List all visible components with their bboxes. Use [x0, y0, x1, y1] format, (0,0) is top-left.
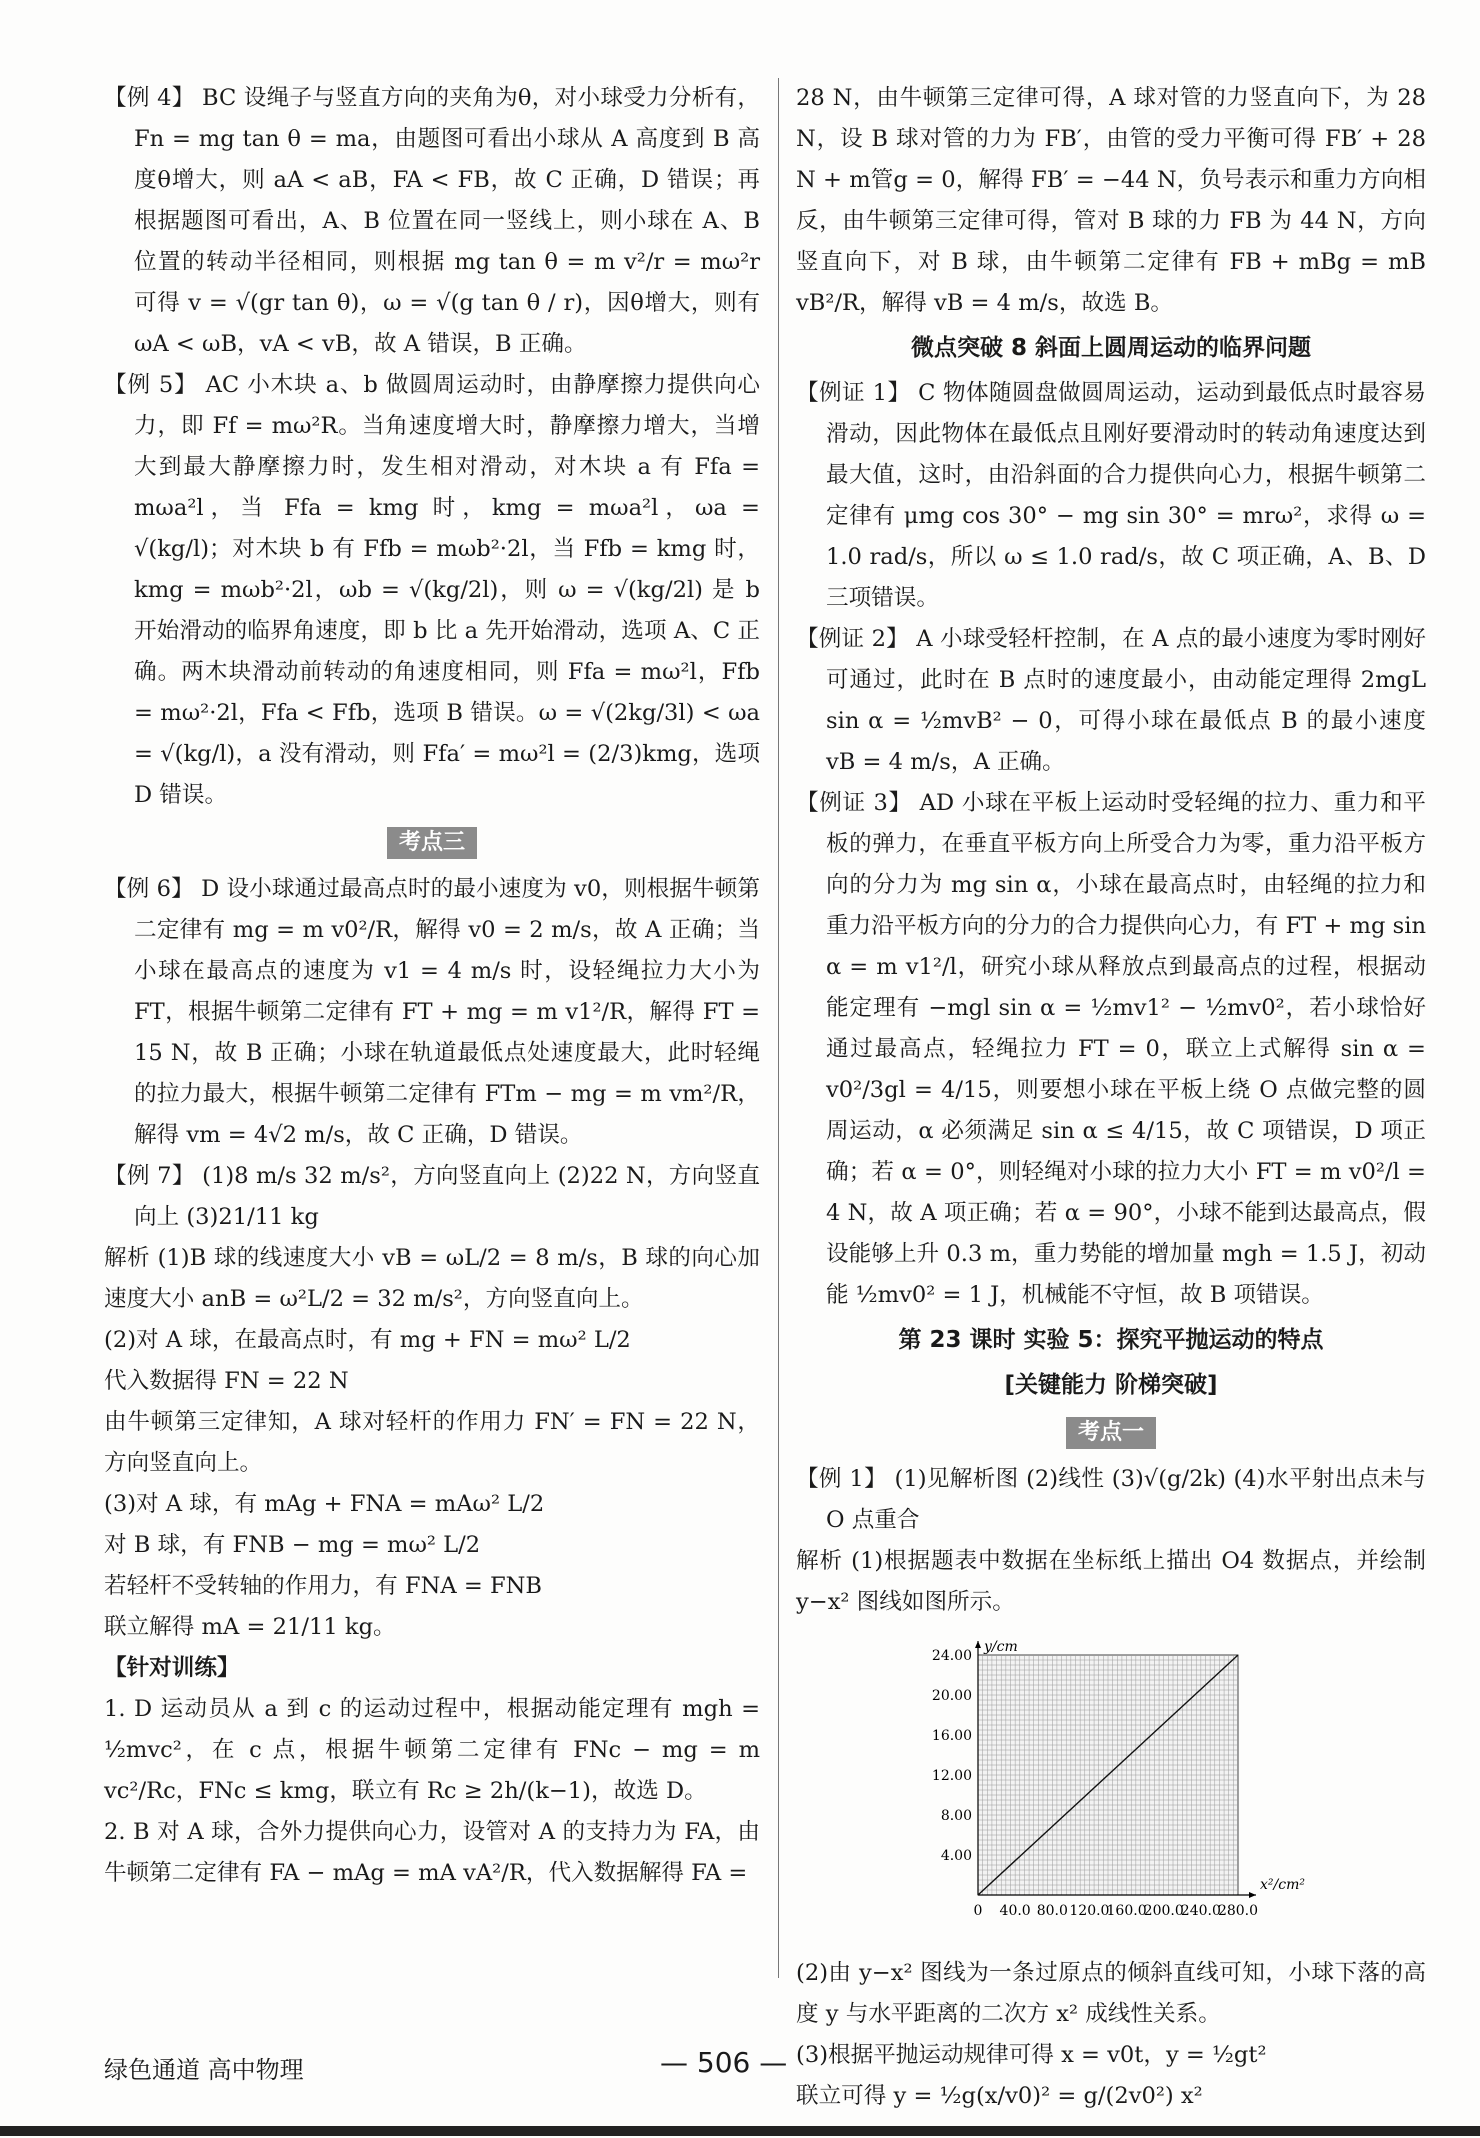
- example-6: 【例 6】 D 设小球通过最高点时的最小速度为 v0，则根据牛顿第二定律有 mg = m v0²/R，解得 v0 = 2 m/s，故 A 正确；当小球在最高点的速度为 v1 = 4 m/s 时，设轻绳拉力大小为 FT，根据牛顿第二定律有 FT + mg = m v1²/R，解得 FT = 15 N，故 B 正确；小球在轨道最低点处速度最大，此时轻绳的拉力最大，根据牛顿第二定律有 FTm − mg = m vm²/R，解得 vm = 4√2 m/s，故 C 正确，D 错误。: [104, 876, 760, 1148]
- chart-y-tick-label: 12.00: [931, 1768, 972, 1784]
- section-1-label: 考点一: [1066, 1417, 1156, 1449]
- chart-x-arrow: [1249, 1892, 1256, 1898]
- chart-y-tick-label: 8.00: [940, 1808, 972, 1824]
- example-7-step-3b: 对 B 球，有 FNB − mg = mω² L/2: [104, 1532, 481, 1558]
- example-7-step-2c: 由牛顿第三定律知，A 球对轻杆的作用力 FN′ = FN = 22 N，方向竖直向上。: [104, 1409, 760, 1476]
- chart-x-tick-label: 240.0: [1180, 1903, 1221, 1919]
- chart-x-tick-label: 120.0: [1069, 1903, 1110, 1919]
- example-7-answer: 【例 7】 (1)8 m/s 32 m/s²，方向竖直向上 (2)22 N，方向竖直向上 (3)21/11 kg: [104, 1163, 760, 1230]
- footer-page-number: — 506 —: [660, 2046, 788, 2079]
- example-1-step-3: (3)根据平抛运动规律可得 x = v0t，y = ½gt²: [796, 2042, 1267, 2068]
- example-7-step-2a: (2)对 A 球，在最高点时，有 mg + FN = mω² L/2: [104, 1327, 631, 1353]
- section-3-box-wrap: [104, 822, 760, 863]
- chart-y-tick-label: 16.00: [931, 1728, 972, 1744]
- example-4: 【例 4】 BC 设绳子与竖直方向的夹角为θ，对小球受力分析有，Fn = mg tan θ = ma，由题图可看出小球从 A 高度到 B 高度θ增大，则 aA < aB，FA < FB，故 C 正确，D 错误；再根据题图可看出，A、B 位置在同一竖线上，则小球在 A、B 位置的转动半径相同，则根据 mg tan θ = m v²/r = mω²r 可得 v = √(gr tan θ)，ω = √(g tan θ / r)，因θ增大，则有 ωA < ωB，vA < vB，故 A 错误，B 正确。: [104, 85, 760, 357]
- lesson-23-title: 第 23 课时 实验 5：探究平抛运动的特点: [898, 1327, 1324, 1353]
- chart-y-arrow: [975, 1641, 981, 1648]
- chart-y-axis-label: y/cm: [984, 1639, 1018, 1655]
- bottom-rule: [0, 2126, 1480, 2136]
- chart-x-tick-label: 280.0: [1217, 1903, 1259, 1919]
- drill-title: 【针对训练】: [104, 1655, 240, 1681]
- drill-2: 2. B 对 A 球，合外力提供向心力，设管对 A 的支持力为 FA，由牛顿第二定律有 FA − mAg = mA vA²/R，代入数据解得 FA =: [104, 1819, 760, 1886]
- footer-book-title: 绿色通道 高中物理: [104, 2056, 304, 2084]
- section-3-label: 考点三: [387, 827, 477, 859]
- proof-1: 【例证 1】 C 物体随圆盘做圆周运动，运动到最低点时最容易滑动，因此物体在最低点且刚好要滑动时的转动角速度达到最大值，这时，由沿斜面的合力提供向心力，根据牛顿第二定律有 μmg cos 30° − mg sin 30° = mrω²，求得 ω = 1.0 rad/s，所以 ω ≤ 1.0 rad/s，故 C 项正确，A、B、D 三项错误。: [796, 380, 1426, 611]
- y-x2-chart-wrap: [916, 1633, 1426, 1947]
- example-7-step-3c: 若轻杆不受转轴的作用力，有 FNA = FNB: [104, 1573, 543, 1599]
- drill-2-continued: 28 N，由牛顿第三定律可得，A 球对管的力竖直向下，为 28 N，设 B 球对管的力为 FB′，由管的受力平衡可得 FB′ + 28 N + m管g = 0，解得 FB′ = −44 N，负号表示和重力方向相反，由牛顿第三定律可得，管对 B 球的力 FB 为 44 N，方向竖直向下，对 B 球，由牛顿第二定律有 FB + mBg = mB vB²/R，解得 vB = 4 m/s，故选 B。: [796, 85, 1426, 316]
- micro-topic-8-heading: 微点突破 8 斜面上圆周运动的临界问题: [910, 335, 1312, 361]
- example-1-answer: 【例 1】 (1)见解析图 (2)线性 (3)√(g/2k) (4)水平射出点未与 O 点重合: [796, 1466, 1426, 1533]
- chart-y-tick-label: 4.00: [940, 1848, 972, 1864]
- example-1-step-4: 联立可得 y = ½g(x/v0)² = g/(2v0²) x²: [796, 2083, 1203, 2109]
- chart-x-tick-label: 40.0: [999, 1903, 1031, 1919]
- example-7-step-2b: 代入数据得 FN = 22 N: [104, 1368, 349, 1394]
- chart-x-axis-label: x²/cm²: [1260, 1877, 1305, 1893]
- chart-y-tick-label: 24.00: [931, 1648, 972, 1664]
- example-1-step-2: (2)由 y−x² 图线为一条过原点的倾斜直线可知，小球下落的高度 y 与水平距离的二次方 x² 成线性关系。: [796, 1960, 1426, 2027]
- lesson-subtitle: [关键能力 阶梯突破]: [1004, 1372, 1218, 1398]
- example-7-step-1: 解析 (1)B 球的线速度大小 vB = ωL/2 = 8 m/s，B 球的向心加速度大小 anB = ω²L/2 = 32 m/s²，方向竖直向上。: [104, 1245, 760, 1312]
- example-7-step-3d: 联立解得 mA = 21/11 kg。: [104, 1614, 396, 1640]
- right-column: [796, 78, 1426, 2117]
- chart-x-tick-label: 80.0: [1036, 1903, 1068, 1919]
- proof-2: 【例证 2】 A 小球受轻杆控制，在 A 点的最小速度为零时刚好可通过，此时在 B 点时的速度最小，由动能定理得 2mgL sin α = ½mvB² − 0，可得小球在最低点 B 的最小速度 vB = 4 m/s，A 正确。: [796, 626, 1426, 775]
- chart-y-tick-label: 20.00: [931, 1688, 972, 1704]
- section-1-box-wrap: [796, 1412, 1426, 1453]
- column-divider: [778, 78, 779, 1978]
- example-7-step-3a: (3)对 A 球，有 mAg + FNA = mAω² L/2: [104, 1491, 545, 1517]
- proof-3: 【例证 3】 AD 小球在平板上运动时受轻绳的拉力、重力和平板的弹力，在垂直平板方向上所受合力为零，重力沿平板方向的分力为 mg sin α，小球在最高点时，由轻绳的拉力和重力沿平板方向的分力的合力提供向心力，有 FT + mg sin α = m v1²/l，研究小球从释放点到最高点的过程，根据动能定理有 −mgl sin α = ½mv1² − ½mv0²，若小球恰好通过最高点，轻绳拉力 FT = 0，联立上式解得 sin α = v0²/3gl = 4/15，则要想小球在平板上绕 O 点做完整的圆周运动，α 必须满足 sin α ≤ 4/15，故 C 项错误，D 项正确；若 α = 0°，则轻绳对小球的拉力大小 FT = m v0²/l = 4 N，故 A 项正确；若 α = 90°，小球不能到达最高点，假设能够上升 0.3 m，重力势能的增加量 mgh = 1.5 J，初动能 ½mv0² = 1 J，机械能不守恒，故 B 项错误。: [796, 790, 1426, 1308]
- chart-x-tick-label: 200.0: [1143, 1903, 1184, 1919]
- chart-x-tick-label: 0: [973, 1903, 983, 1919]
- left-column: [104, 78, 760, 1894]
- drill-1: 1. D 运动员从 a 到 c 的运动过程中，根据动能定理有 mgh = ½mvc²，在 c 点，根据牛顿第二定律有 FNc − mg = m vc²/Rc，FNc ≤ kmg，联立有 Rc ≥ 2h/(k−1)，故选 D。: [104, 1696, 760, 1804]
- example-5: 【例 5】 AC 小木块 a、b 做圆周运动时，由静摩擦力提供向心力，即 Ff = mω²R。当角速度增大时，静摩擦力增大，当增大到最大静摩擦力时，发生相对滑动，对木块 a 有 Ffa = mωa²l，当 Ffa = kmg 时，kmg = mωa²l，ωa = √(kg/l)；对木块 b 有 Ffb = mωb²·2l，当 Ffb = kmg 时，kmg = mωb²·2l，ωb = √(kg/2l)，则 ω = √(kg/2l) 是 b 开始滑动的临界角速度，即 b 比 a 先开始滑动，选项 A、C 正确。两木块滑动前转动的角速度相同，则 Ffa = mω²l，Ffb = mω²·2l，Ffa < Ffb，选项 B 错误。ω = √(2kg/3l) < ωa = √(kg/l)，a 没有滑动，则 Ffa′ = mω²l = (2/3)kmg，选项 D 错误。: [104, 372, 760, 808]
- chart-x-tick-label: 160.0: [1106, 1903, 1147, 1919]
- y-x2-chart: [916, 1633, 1305, 1933]
- example-1-step-1: 解析 (1)根据题表中数据在坐标纸上描出 O4 数据点，并绘制 y−x² 图线如图所示。: [796, 1548, 1426, 1615]
